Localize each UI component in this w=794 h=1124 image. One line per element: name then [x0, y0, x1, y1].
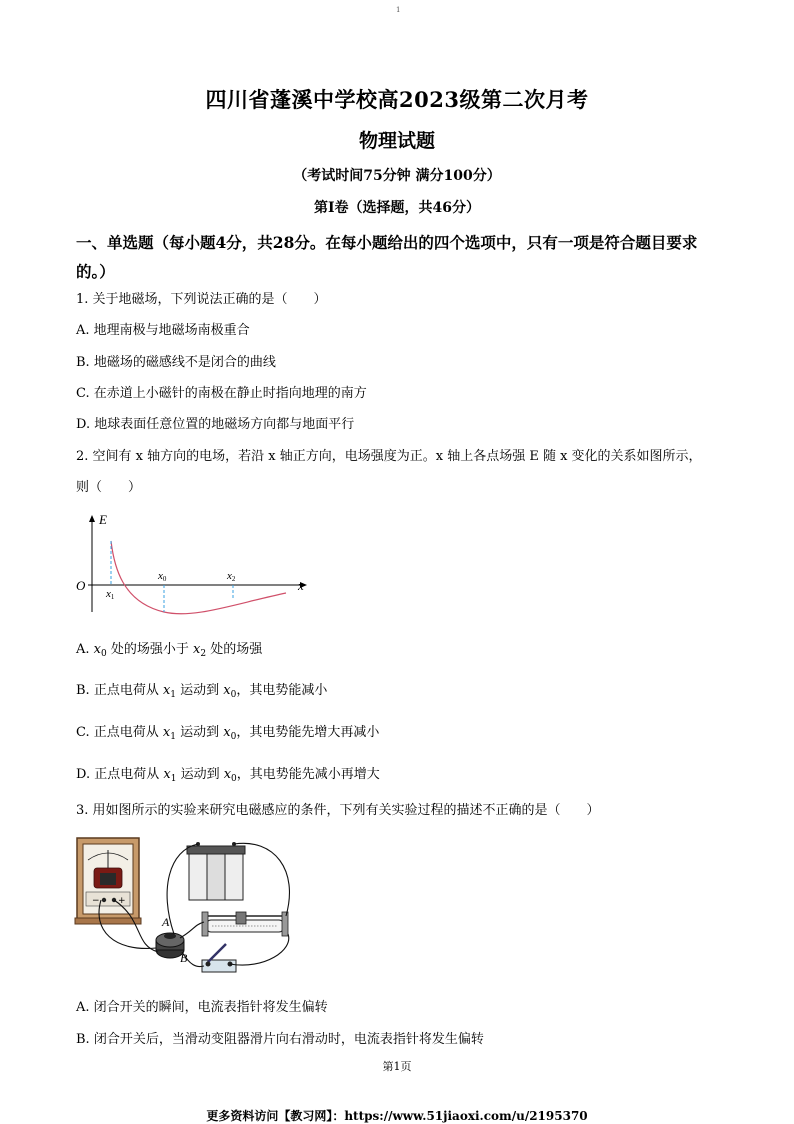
q1-option-c: C. 在赤道上小磁针的南极在静止时指向地理的南方: [76, 386, 367, 401]
x-axis-label: x: [298, 578, 304, 593]
e-curve: [111, 541, 286, 614]
q1-stem: 1. 关于地磁场，下列说法正确的是（ ）: [76, 292, 327, 307]
q1-option-b: B. 地磁场的磁感线不是闭合的曲线: [76, 355, 276, 370]
q1-option-d: D. 地球表面任意位置的地磁场方向都与地面平行: [76, 417, 355, 432]
footer-resource-link[interactable]: [0, 1107, 794, 1124]
q1-option-a: A. 地理南极与地磁场南极重合: [76, 323, 250, 338]
subject-title: 物理试题: [358, 130, 435, 152]
galvanometer: [75, 838, 141, 924]
battery-pack: [187, 842, 245, 900]
page-number: 第1页: [382, 1060, 412, 1073]
exam-info: （考试时间75分钟 满分100分）: [293, 168, 501, 184]
section-heading-line1: 一、单选题（每小题4分，共28分。在每小题给出的四个选项中，只有一项是符合题目要求: [76, 233, 698, 252]
e-field-graph: [74, 508, 314, 618]
e-axis-label: E: [99, 512, 107, 527]
x1-label: x1: [106, 588, 115, 601]
q2-option-a: A. $x_0$ 处的场强小于 $x_2$ 处的场强: [76, 642, 263, 659]
meter-plus: +: [118, 896, 126, 906]
coil-b-label: B: [180, 951, 188, 965]
x2-label: x2: [227, 570, 236, 583]
exam-title: 四川省蓬溪中学校高2023级第二次月考: [205, 87, 589, 112]
rheostat: [202, 912, 288, 936]
volume-heading: 第Ⅰ卷（选择题，共46分）: [313, 200, 481, 216]
page-top-mark: 1: [396, 6, 401, 14]
meter-minus: −: [92, 896, 100, 906]
switch: [202, 944, 236, 972]
section-heading-line2: 的。）: [76, 262, 115, 281]
induction-apparatus-figure: [74, 830, 304, 980]
origin-label: O: [76, 578, 86, 593]
q2-option-d: D. 正点电荷从 $x_1$ 运动到 $x_0$，其电势能先减小再增大: [76, 767, 380, 784]
q2-option-c: C. 正点电荷从 $x_1$ 运动到 $x_0$，其电势能先增大再减小: [76, 725, 380, 742]
x0-label: x0: [158, 570, 167, 583]
q3-stem: 3. 用如图所示的实验来研究电磁感应的条件，下列有关实验过程的描述不正确的是（ ）: [76, 803, 600, 818]
q2-stem-line1: 2. 空间有 x 轴方向的电场，若沿 x 轴正方向，电场强度为正。x 轴上各点场强 E 随 x 变化的关系如图所示，: [76, 449, 702, 464]
footer-link-text[interactable]: 更多资料访问【教习网】：https://www.51jiaoxi.com/u/2195370: [206, 1109, 588, 1123]
q3-option-a: A. 闭合开关的瞬间，电流表指针将发生偏转: [76, 1000, 328, 1015]
coil-a-label: A: [162, 915, 170, 929]
q2-option-b: B. 正点电荷从 $x_1$ 运动到 $x_0$，其电势能减小: [76, 683, 328, 700]
q2-stem-line2: 则（ ）: [76, 480, 142, 495]
q3-option-b: B. 闭合开关后，当滑动变阻器滑片向右滑动时，电流表指针将发生偏转: [76, 1032, 484, 1047]
